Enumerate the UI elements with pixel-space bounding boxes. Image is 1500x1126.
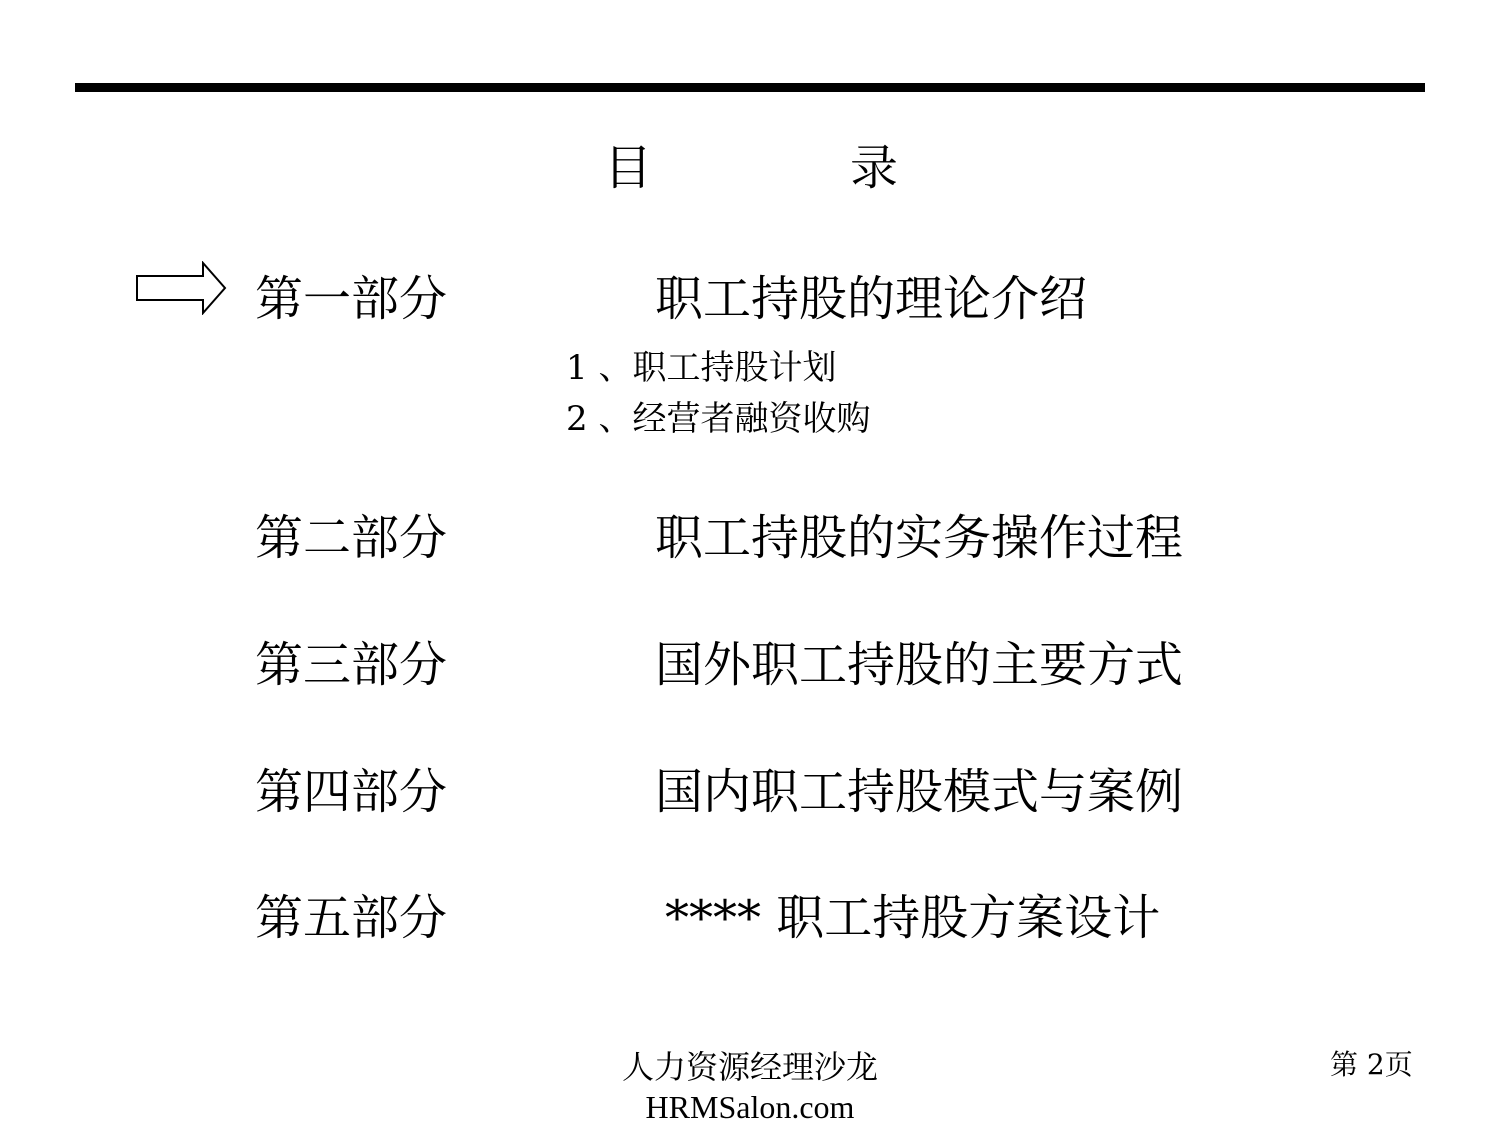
part-1-label: 第一部分 [255, 271, 448, 327]
part-5-title: **** 职工持股方案设计 [665, 890, 1161, 946]
part-2-label: 第二部分 [255, 510, 448, 566]
page-number: 第 2页 [1330, 1048, 1413, 1081]
title-char-2: 录 [850, 140, 899, 196]
part-1-subitem-1: 1 、职工持股计划 [566, 348, 837, 388]
title-char-1: 目 [604, 140, 653, 196]
top-rule [75, 83, 1425, 92]
part-4-title: 国内职工持股模式与案例 [655, 764, 1184, 820]
right-arrow-icon [135, 261, 227, 315]
part-1-subitem-2: 2 、经营者融资收购 [566, 399, 871, 439]
part-4-label: 第四部分 [255, 764, 448, 820]
part-5-label: 第五部分 [255, 890, 448, 946]
footer-organization: 人力资源经理沙龙 [621, 1048, 878, 1086]
page-title [0, 138, 1500, 198]
part-1-title: 职工持股的理论介绍 [655, 271, 1088, 327]
part-2-title: 职工持股的实务操作过程 [655, 510, 1184, 566]
part-3-title: 国外职工持股的主要方式 [655, 637, 1184, 693]
part-3-label: 第三部分 [255, 637, 448, 693]
footer-website: HRMSalon.com [645, 1089, 855, 1125]
